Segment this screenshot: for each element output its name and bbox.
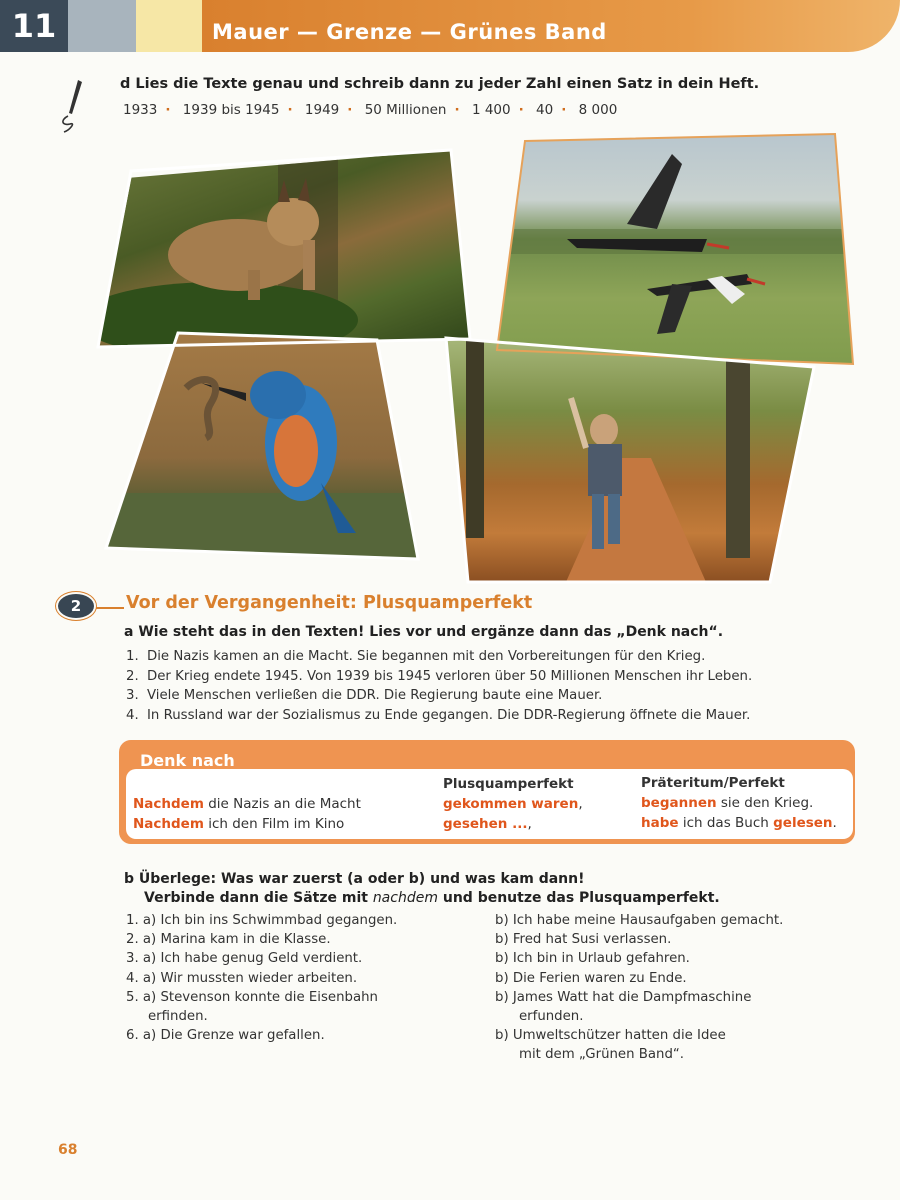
number-item: 50 Millionen (364, 102, 447, 118)
list-item: erfunden. (519, 1009, 584, 1025)
list-item: b) James Watt hat die Dampfmaschine (495, 989, 752, 1005)
column-header-plusquamperfekt: Plusquamperfekt (443, 776, 574, 792)
list-item: 1. a) Ich bin ins Schwimmbad gegangen. (126, 913, 398, 928)
page-number: 68 (58, 1142, 78, 1158)
list-item: erfinden. (148, 1009, 208, 1025)
list-item: b) Fred hat Susi verlassen. (495, 932, 672, 948)
list-item: 2. Der Krieg endete 1945. Von 1939 bis 1945 verloren über 50 Millionen Menschen ihr Leben. (126, 668, 753, 684)
number-item: 1939 bis 1945 (182, 102, 280, 118)
list-item: 3. Viele Menschen verließen die DDR. Die Regierung baute eine Mauer. (126, 688, 603, 703)
list-item: b) Umweltschützer hatten die Idee (495, 1028, 726, 1044)
denk-row-1-praet: begannen sie den Krieg. (641, 795, 814, 811)
task-d-instruction: d Lies die Texte genau und schreib dann zu jeder Zahl einen Satz in dein Heft. (120, 76, 760, 92)
list-item: 4. a) Wir mussten wieder arbeiten. (126, 970, 358, 986)
list-item: b) Ich habe meine Hausaufgaben gemacht. (495, 913, 784, 928)
section-title: Vor der Vergangenheit: Plusquamperfekt (126, 593, 533, 613)
denk-row-1-left: Nachdem die Nazis an die Macht (133, 796, 361, 812)
number-item: 1933 (123, 102, 158, 118)
denk-row-2-plusq: gesehen ..., (443, 816, 532, 832)
list-item: 1. Die Nazis kamen an die Macht. Sie begannen mit den Vorbereitungen für den Krieg. (126, 649, 706, 664)
task-b-left-column (126, 911, 397, 1045)
denk-row-2-praet: habe ich das Buch gelesen. (641, 815, 837, 831)
task-a-instruction: a Wie steht das in den Texten! Lies vor und ergänze dann das „Denk nach“. (124, 624, 724, 640)
list-item: 6. a) Die Grenze war gefallen. (126, 1028, 325, 1044)
denk-row-1-plusq: gekommen waren, (443, 796, 583, 812)
denk-row-2-left: Nachdem ich den Film im Kino (133, 816, 345, 832)
number-item: 1949 (304, 102, 340, 118)
task-b-instruction: b Überlege: Was war zuerst (a oder b) und was kam dann! Verbinde dann die Sätze mit nachdem und benutze das Plusquamperfekt. (124, 871, 720, 906)
list-item: 3. a) Ich habe genug Geld verdient. (126, 951, 363, 967)
list-item: b) Die Ferien waren zu Ende. (495, 970, 687, 986)
list-item: 2. a) Marina kam in die Klasse. (126, 932, 331, 948)
number-item: 40 (536, 102, 554, 118)
number-list: 1933 · 1939 bis 1945 · 1949 · 50 Millionen · 1 400 · 40 · 8 000 (123, 102, 618, 118)
list-item: mit dem „Grünen Band“. (519, 1047, 685, 1063)
task-b-right-column (495, 911, 783, 1065)
column-header-praeteritum: Präteritum/Perfekt (641, 775, 785, 791)
number-item: 8 000 (578, 102, 618, 118)
sentence-list (126, 647, 752, 725)
chapter-number: 11 (0, 0, 68, 52)
denk-nach-title: Denk nach (140, 751, 235, 770)
number-item: 1 400 (471, 102, 511, 118)
list-item: 5. a) Stevenson konnte die Eisenbahn (126, 989, 378, 1005)
section-number: 2 (58, 594, 94, 618)
list-item: b) Ich bin in Urlaub gefahren. (495, 951, 690, 967)
title-underline (96, 607, 124, 609)
list-item: 4. In Russland war der Sozialismus zu Ende gegangen. Die DDR-Regierung öffnete die Mauer. (126, 707, 751, 723)
chapter-title: Mauer — Grenze — Grünes Band (212, 20, 607, 44)
